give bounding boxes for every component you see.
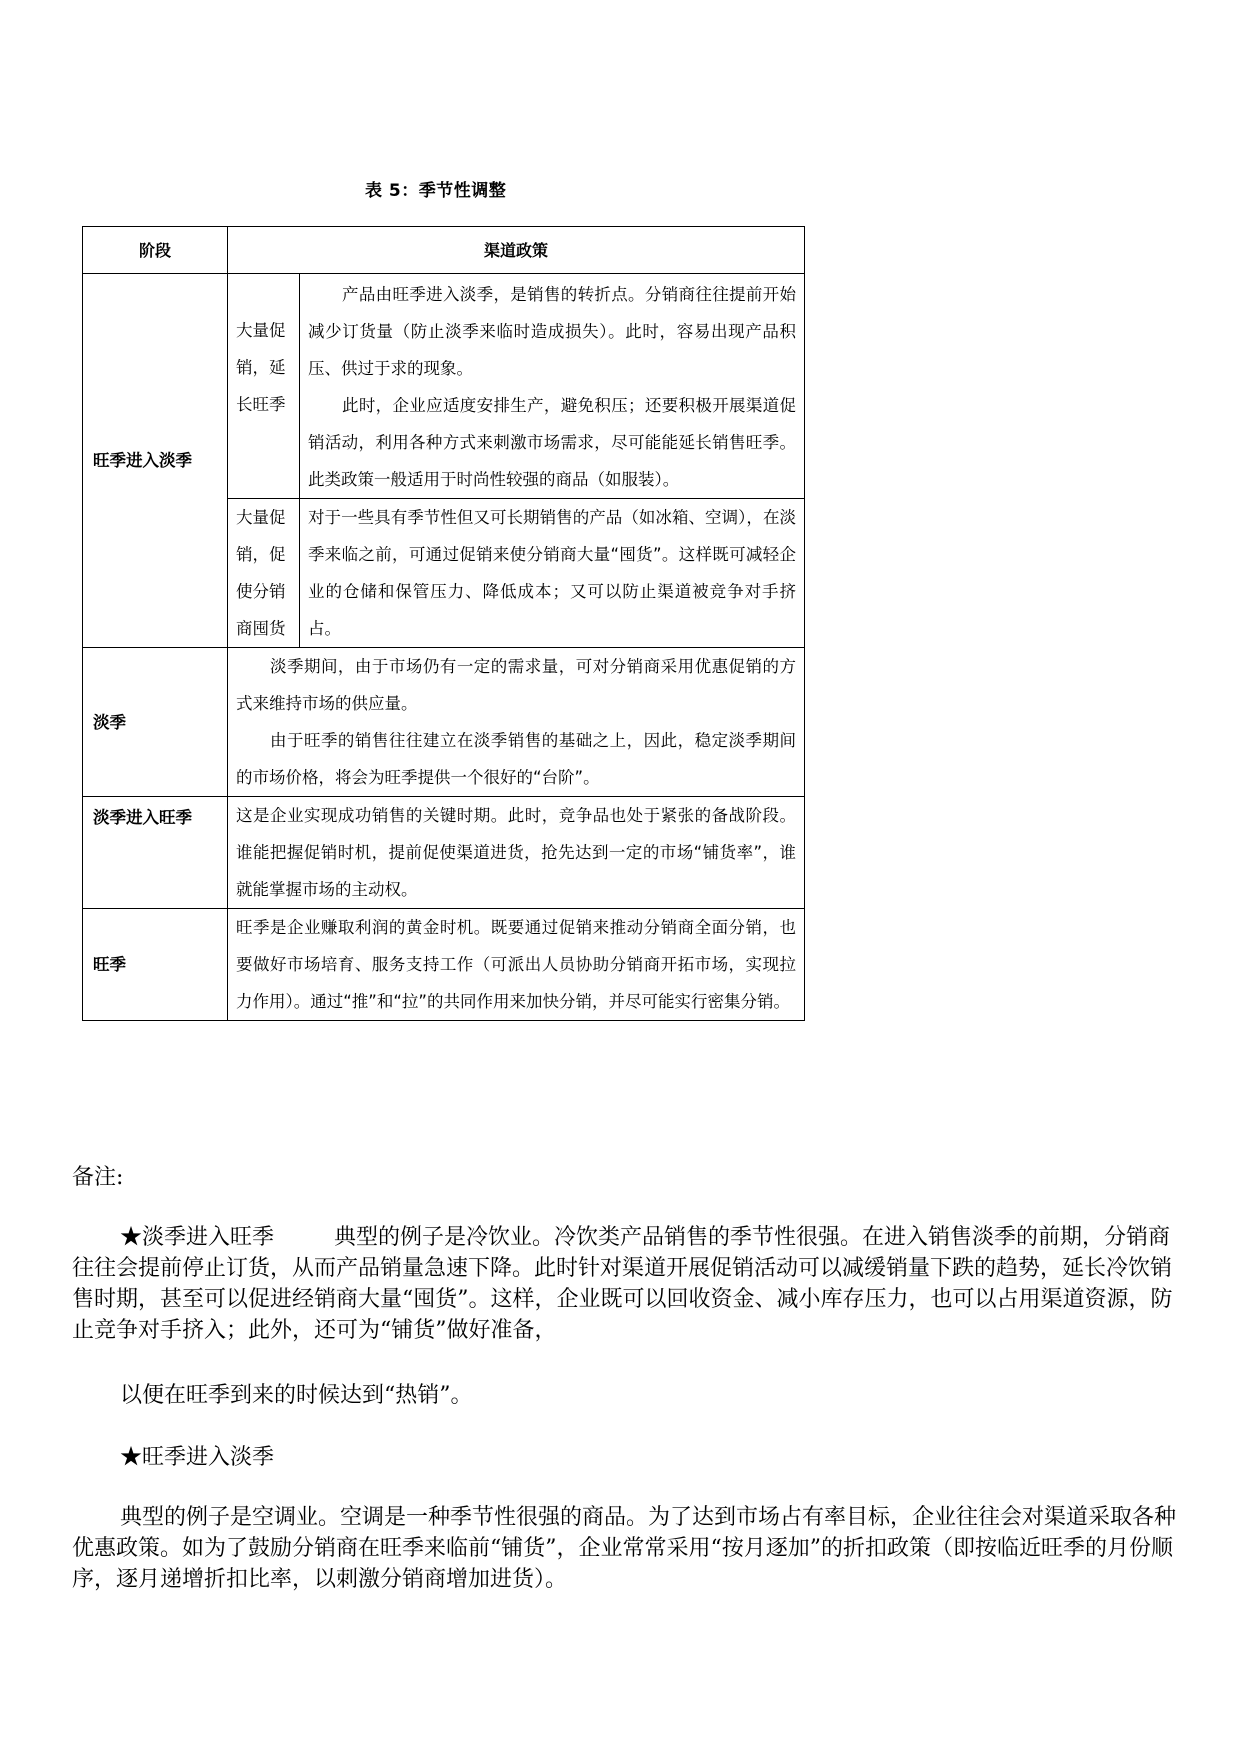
header-policy: 渠道政策 [228,227,805,274]
header-stage: 阶段 [83,227,228,274]
policy-paragraph: 淡季期间，由于市场仍有一定的需求量，可对分销商采用优惠促销的方式来维持市场的供应量。 [236,657,796,713]
policy-paragraph: 由于旺季的销售往往建立在淡季销售的基础之上，因此，稳定淡季期间的市场价格，将会为旺季提供一个很好的“台阶”。 [236,731,796,787]
table-caption: 表 5：季节性调整 [365,181,507,201]
notes-title: 备注: [72,1165,124,1190]
policy-text [228,909,805,1021]
notes-text: 以便在旺季到来的时候达到“热销”。 [120,1383,473,1408]
policy-paragraph: 此时，企业应适度安排生产，避免积压；还要积极开展渠道促销活动，利用各种方式来刺激市场需求，尽可能能延长销售旺季。此类政策一般适用于时尚性较强的商品（如服装）。 [308,396,796,489]
sub-policy-label: 大量促销，延长旺季 [228,274,300,499]
policy-paragraph: 产品由旺季进入淡季，是销售的转折点。分销商往往提前开始减少订货量（防止淡季来临时造成损失）。此时，容易出现产品积压、供过于求的现象。 [308,285,796,378]
policy-paragraph: 这是企业实现成功销售的关键时期。此时，竞争品也处于紧张的备战阶段。谁能把握促销时机，提前促使渠道进货，抢先达到一定的市场“铺货率”，谁就能掌握市场的主动权。 [236,806,796,899]
notes-text: 典型的例子是冷饮业。冷饮类产品销售的季节性很强。在进入销售淡季的前期，分销商往往会提前停止订货，从而产品销量急速下降。此时针对渠道开展促销活动可以减缓销量下跌的趋势，延长冷饮销售时期，甚至可以促进经销商大量“囤货”。这样，企业既可以回收资金、减小库存压力，也可以占用渠道资源，防止竞争对手挤入；此外，还可为“铺货”做好准备， [72,1225,1173,1343]
table-row [83,274,805,499]
table-row [83,909,805,1021]
notes-paragraph [72,1442,1184,1473]
policy-paragraph: 对于一些具有季节性但又可长期销售的产品（如冰箱、空调），在淡季来临之前，可通过促销来使分销商大量“囤货”。这样既可减轻企业的仓储和保管压力、降低成本；又可以防止渠道被竞争对手挤占。 [308,508,796,638]
notes-paragraph [72,1502,1184,1595]
stage-cell: 淡季 [83,648,228,797]
policy-paragraph: 旺季是企业赚取利润的黄金时机。既要通过促销来推动分销商全面分销，也要做好市场培育、服务支持工作（可派出人员协助分销商开拓市场，实现拉力作用）。通过“推”和“拉”的共同作用来加快分销，并尽可能实行密集分销。 [236,918,796,1011]
stage-cell: 旺季进入淡季 [83,274,228,648]
stage-cell: 淡季进入旺季 [83,797,228,909]
notes-heading: ★淡季进入旺季 [120,1225,275,1250]
policy-text [228,797,805,909]
table-header-row [83,227,805,274]
notes-text: 典型的例子是空调业。空调是一种季节性很强的商品。为了达到市场占有率目标，企业往往会对渠道采取各种优惠政策。如为了鼓励分销商在旺季来临前“铺货”，企业常常采用“按月逐加”的折扣政策（即按临近旺季的月份顺序，逐月递增折扣比率，以刺激分销商增加进货）。 [72,1505,1177,1592]
notes-paragraph [72,1222,1184,1346]
table-row [83,648,805,797]
policy-text [300,274,805,499]
sub-policy-label: 大量促销，促使分销商囤货 [228,499,300,648]
table-row [83,797,805,909]
notes-paragraph [72,1380,1184,1411]
season-policy-table [82,226,805,1021]
policy-text [228,648,805,797]
stage-cell: 旺季 [83,909,228,1021]
policy-text [300,499,805,648]
notes-heading: ★旺季进入淡季 [120,1445,275,1470]
